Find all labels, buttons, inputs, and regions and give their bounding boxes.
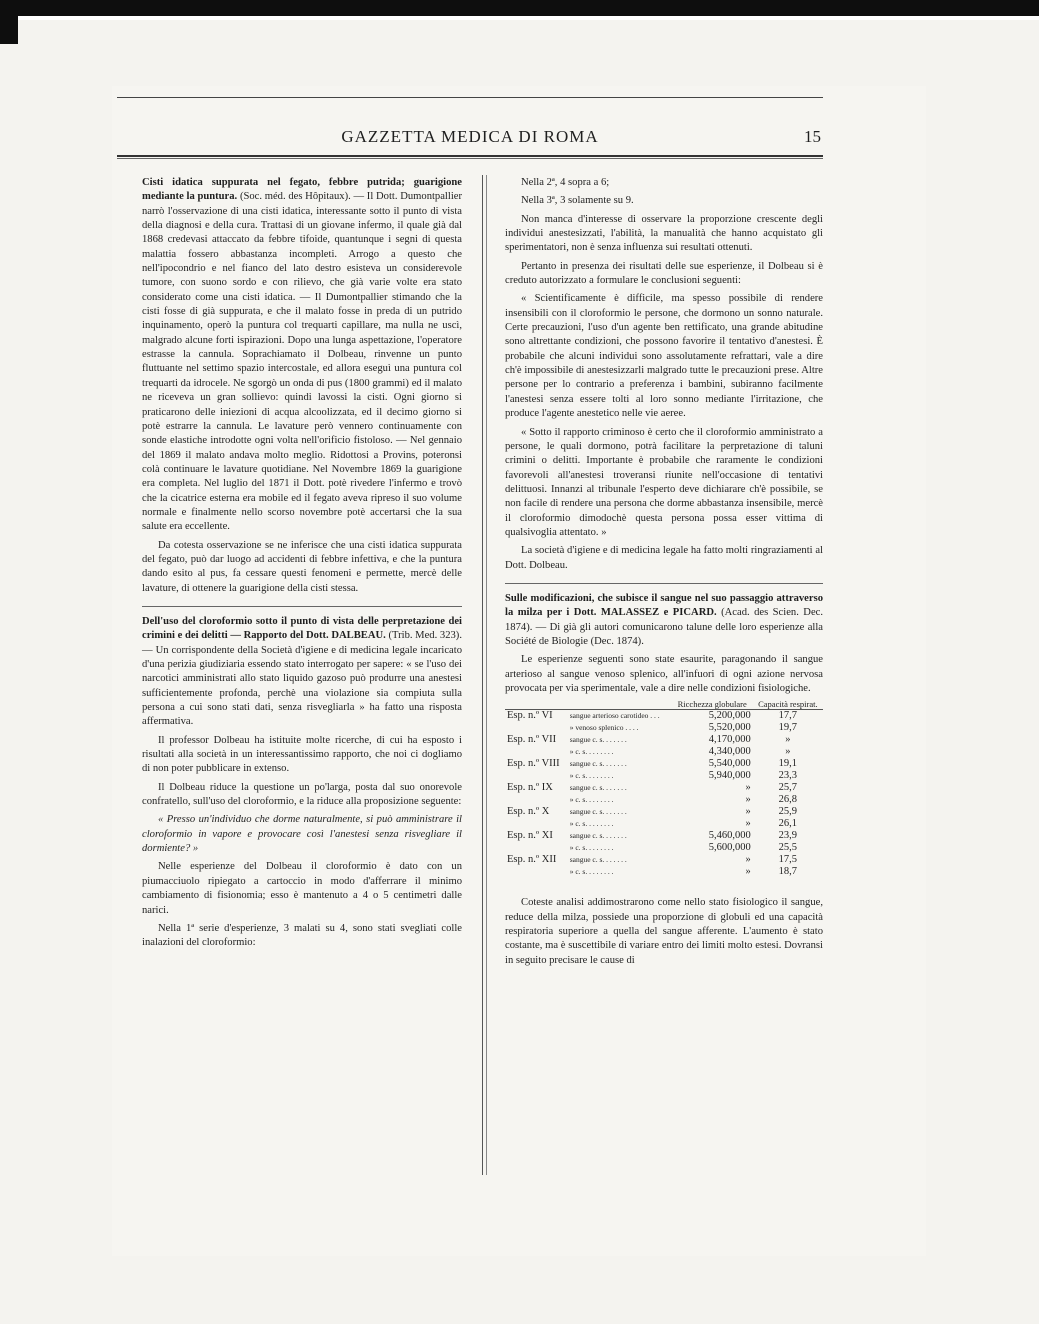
- table-row: [505, 722, 823, 734]
- article-body: (Trib. Med. 323). — Un corrispondente della Società d'igiene e di medicina legale incaricato d'una perizia giudiziaria essendo stato interrogato per sapere: « se l'uso dei narcotici amministrati allo stato liquido gazoso può produrre una anestesi sufficientemente profonda, perchè una violazione sia compiuta sulla persona a cui sono stati dati, senza risvegliarla » ha fatto una risposta affermativa.: [142, 630, 462, 728]
- row-ricchezza: »: [745, 782, 751, 794]
- scan-border: [0, 0, 1039, 16]
- paragraph: Coteste analisi addimostrarono come nello stato fisiologico il sangue, reduce della milza, possiede una proporzione di globuli ed una capacità respiratoria superiore a quella del sangue afferente. L'aumento è stato costante, ma è suscettibile di variare entro dei limiti molto estesi. Dovransi in seguito precisare le cause di: [505, 897, 823, 966]
- row-sample: » c. s. . . . . . . .: [569, 819, 614, 829]
- row-sample: sangue c. s. . . . . . .: [569, 783, 627, 793]
- row-label: [505, 866, 568, 878]
- row-sample: sangue c. s. . . . . . .: [569, 735, 627, 745]
- row-ricchezza: »: [745, 866, 751, 878]
- row-capacita: »: [785, 734, 791, 746]
- paragraph: Il Dolbeau riduce la questione un po'larga, posta dal suo onorevole confratello, sull'uso del cloroformio, e la riduce alla proposizione seguente:: [142, 781, 462, 808]
- row-sample: » c. s. . . . . . . .: [569, 771, 614, 781]
- table-row: [505, 710, 823, 723]
- table-row: [505, 758, 823, 770]
- list-line: Nella 3ª, 3 solamente su 9.: [521, 195, 634, 207]
- row-label: [505, 722, 568, 734]
- row-sample: sangue c. s. . . . . . .: [569, 831, 627, 841]
- row-ricchezza: 5,460,000: [708, 830, 751, 842]
- row-label: [505, 770, 568, 782]
- row-capacita: »: [785, 746, 791, 758]
- paragraph: Nella 1ª serie d'esperienze, 3 malati su 4, sono stati svegliati colle inalazioni del cloroformio:: [142, 922, 462, 949]
- page-number: 15: [804, 127, 821, 146]
- table-header-ricchezza: Ricchezza globulare: [672, 700, 753, 710]
- row-label: Esp. n.º XI: [507, 830, 553, 842]
- row-sample: sangue c. s. . . . . . .: [569, 807, 627, 817]
- page-header: [117, 123, 823, 149]
- row-label: [505, 746, 568, 758]
- row-capacita: 25,9: [778, 806, 798, 818]
- row-ricchezza: 5,540,000: [708, 758, 751, 770]
- row-capacita: 18,7: [778, 866, 798, 878]
- row-sample: » venoso splenico . . . .: [569, 723, 639, 733]
- row-sample: » c. s. . . . . . . .: [569, 843, 614, 853]
- article-body: (Acad. des Scien. Dec. 1874). — Di già gli autori comunicarono talune delle loro esperienze alla Société de Biologie (Dec. 1874).: [505, 607, 824, 647]
- row-capacita: 17,5: [778, 854, 798, 866]
- article-title: Sulle modificazioni, che subisce il sangue nel suo passaggio attraverso la milza per i Dott. MALASSEZ e PICARD.: [505, 592, 823, 619]
- table-row: [505, 734, 823, 746]
- list-line: Nella 2ª, 4 sopra a 6;: [521, 177, 610, 188]
- table-header-blank: [505, 700, 568, 710]
- row-capacita: 17,7: [778, 710, 798, 722]
- row-label: [505, 794, 568, 806]
- table-row: [505, 794, 823, 806]
- paragraph: « Scientificamente è difficile, ma spesso possibile di rendere insensibili con il cloroformio le persone, che dormono un sonno naturale. Certe precauzioni, l'uso d'un agente ben rettificato, una grande abitudine sono altrettante condizioni, che possono favorire il tentativo d'anestesi. È probabile che alcuni individui sono assolutamente refrattari, vale a dire ch'è impossibile di anestesizzarli malgrado tutte le precauzioni prese. Altre persone per lo contrario a preferenza i bambini, subiranno facilmente l'anestesi senza essere tolti al loro sonno mediante l'irritazione, che produce l'agente anestetico nelle vie aeree.: [505, 293, 823, 420]
- article-milza: [505, 592, 823, 649]
- section-divider: [142, 606, 462, 607]
- row-capacita: 19,1: [778, 758, 798, 770]
- article-title: Cisti idatica suppurata nel fegato, febbre putrida; guarigione mediante la puntura.: [142, 177, 462, 203]
- table-row: [505, 842, 823, 854]
- paragraph: La società d'igiene e di medicina legale ha fatto molti ringraziamenti al Dott. Dolbeau.: [505, 545, 823, 571]
- row-sample: sangue c. s. . . . . . .: [569, 855, 627, 865]
- row-capacita: 26,8: [778, 794, 798, 806]
- row-label: [505, 818, 568, 830]
- article-cisti: [142, 176, 462, 535]
- row-capacita: 25,7: [778, 782, 798, 794]
- table-row: [505, 746, 823, 758]
- journal-title: GAZZETTA MEDICA DI ROMA: [341, 127, 599, 146]
- paragraph: « Sotto il rapporto criminoso è certo che il cloroformio amministrato a persone, le quali dormono, potrà facilitare la perpretazione di taluni crimini o delitti. Importante è probabile che raramente le condizioni favorevoli all'anestesi troveransi riunite nell'occasione di tentativi delittuosi. Innanzi al tribunale l'esperto deve dichiarare ch'è possibile, se non facile di rendere una persona che dorme abbastanza insensibile, mercè il cloroformio dimodochè questa persona possa esser vittima di qualsivoglia attentato. »: [505, 426, 823, 538]
- table-body: [505, 710, 823, 879]
- section-divider: [505, 583, 823, 584]
- row-ricchezza: »: [745, 854, 751, 866]
- scan-corner: [0, 0, 18, 44]
- table-row: [505, 866, 823, 878]
- header-rule-thin: [117, 158, 823, 159]
- quote: « Presso un'individuo che dorme naturalmente, si può amministrare il cloroformio in vapore e provocare così l'anestesi senza risvegliare il dormiente? »: [142, 814, 462, 855]
- row-label: Esp. n.º VIII: [507, 758, 560, 770]
- row-ricchezza: 5,520,000: [708, 722, 751, 734]
- table-row: [505, 782, 823, 794]
- table-row: [505, 818, 823, 830]
- table-row: [505, 854, 823, 866]
- row-capacita: 23,3: [778, 770, 798, 782]
- top-rule: [117, 97, 823, 98]
- article-cloroformio: [142, 615, 462, 730]
- table-row: [505, 830, 823, 842]
- row-ricchezza: 5,200,000: [708, 710, 751, 722]
- column-divider: [482, 175, 483, 1175]
- row-capacita: 25,5: [778, 842, 798, 854]
- row-label: [505, 842, 568, 854]
- paragraph: Le esperienze seguenti sono state esaurite, paragonando il sangue arterioso al sangue venoso splenico, all'infuori di ogni azione nervosa provocata per via sperimentale, vale a dire nelle condizioni fisiologiche.: [505, 654, 823, 694]
- row-label: Esp. n.º VII: [507, 734, 557, 746]
- row-label: Esp. n.º XII: [507, 854, 557, 866]
- table-header-blank: [568, 700, 672, 710]
- row-ricchezza: 4,170,000: [708, 734, 751, 746]
- row-sample: » c. s. . . . . . . .: [569, 795, 614, 805]
- row-ricchezza: 4,340,000: [708, 746, 751, 758]
- paragraph: Nelle esperienze del Dolbeau il cloroformio è dato con un piumacciuolo ripiegato a cartoccio in modo d'afferrare il minimo cambiamento di fisionomia; esso è mantenuto a 4 o 5 centimetri dalle narici.: [142, 861, 462, 916]
- row-capacita: 26,1: [778, 818, 798, 830]
- row-capacita: 19,7: [778, 722, 798, 734]
- row-ricchezza: »: [745, 818, 751, 830]
- row-sample: sangue arterioso carotideo . . .: [569, 711, 660, 721]
- left-column: [142, 176, 462, 955]
- row-capacita: 23,9: [778, 830, 798, 842]
- table-row: [505, 770, 823, 782]
- paragraph: Da cotesta osservazione se ne inferisce che una cisti idatica suppurata del fegato, può dar luogo ad accidenti di febbre infettiva, e che la puntura dando esito al pus, fa cessare questi fenomeni e permette, mercè delle lavature, di ottenere la guarigione della cisti stessa.: [142, 539, 462, 594]
- column-divider-thin: [486, 175, 487, 1175]
- paragraph: Il professor Dolbeau ha istituite molte ricerche, di cui ha esposto i risultati alla società in un interessantissimo rapporto, che noi ci dogliamo di non poter pubblicare in extenso.: [142, 734, 462, 775]
- header-rule: [117, 155, 823, 157]
- paragraph: Non manca d'interesse di osservare la proporzione crescente degli individui anestesizzati, l'abilità, la manualità che hanno acquistato gli sperimentatori, non è senza influenza sui resultati ottenuti.: [505, 213, 823, 254]
- article-title: Dell'uso del cloroformio sotto il punto di vista delle perpretazione dei crimini e dei delitti — Rapporto del Dott. DALBEAU.: [142, 615, 462, 642]
- row-ricchezza: 5,940,000: [708, 770, 751, 782]
- row-label: Esp. n.º X: [507, 806, 550, 818]
- row-label: Esp. n.º VI: [507, 710, 553, 722]
- row-label: Esp. n.º IX: [507, 782, 553, 794]
- article-body: (Soc. méd. des Hôpitaux). — Il Dott. Dumontpallier narrò l'osservazione di una cisti idatica, interessante sotto il punto di vista della diagnosi e della cura. Trattasi di un giovane infermo, il quale già dal 1868 credevasi attaccato da febbre tifoide, quantunque i segni di questa malattia fossero abbastanza incompleti. Arrogo a questo che nell'ipocondrio e nel fianco del lato destro esisteva un considerevole tumore, con suono sordo e con rilievo, che già varie volte era stato considerato come una cisti idatica. — Il Dumontpallier stimando che la cisti fosse di già suppurata, e che il malato fosse in preda di un putrido inquinamento, operò la puntura col trequarti capillare, ma nulla ne uscì, malgrado alcune forti ispirazioni. Dopo una lunga aspettazione, l'operatore estrasse la cannula. Soprachiamato il Dolbeau, rinvenne un punto fluttuante nel settimo spazio intercostale, ed allora eseguì una puntura col trequarti da idrocele. Ne sgorgò un onda di pus (1800 grammi) ed il malato ne riceveva un gran sollievo: quindi lavossi la cisti. Ogni giorno si praticarono delle iniezioni di acqua alcoolizzata, ed il decimo giorno si potè estrarre la cannula. Le lavature però vennero continuamente con sonde elastiche introdotte ogni volta nell'orificio fistoloso. — Nel gennaio del 1869 il malato andava molto meglio. Ridottosi a Provins, poteronsi colà continuare le lavature quotidiane. Nel Novembre 1869 la guarigione era completa. Nel luglio del 1871 il Dott. potè rivedere l'infermo e trovò che la cicatrice esterna era mobile ed il fegato aveva ripreso il suo volume normale e finalmente nello scorso novembre potè accertarsi che la sua salute era eccellente.: [142, 191, 462, 533]
- row-ricchezza: »: [745, 794, 751, 806]
- experiment-table: [505, 700, 823, 878]
- table-header-capacita: Capacità respirat.: [753, 700, 823, 710]
- table-row: [505, 806, 823, 818]
- row-ricchezza: »: [745, 806, 751, 818]
- row-sample: » c. s. . . . . . . .: [569, 747, 614, 757]
- row-ricchezza: 5,600,000: [708, 842, 751, 854]
- paragraph: Pertanto in presenza dei risultati delle sue esperienze, il Dolbeau si è creduto autorizzato a formulare le conclusioni seguenti:: [505, 260, 823, 287]
- row-sample: sangue c. s. . . . . . .: [569, 759, 627, 769]
- right-column: [505, 176, 823, 972]
- row-sample: » c. s. . . . . . . .: [569, 867, 614, 877]
